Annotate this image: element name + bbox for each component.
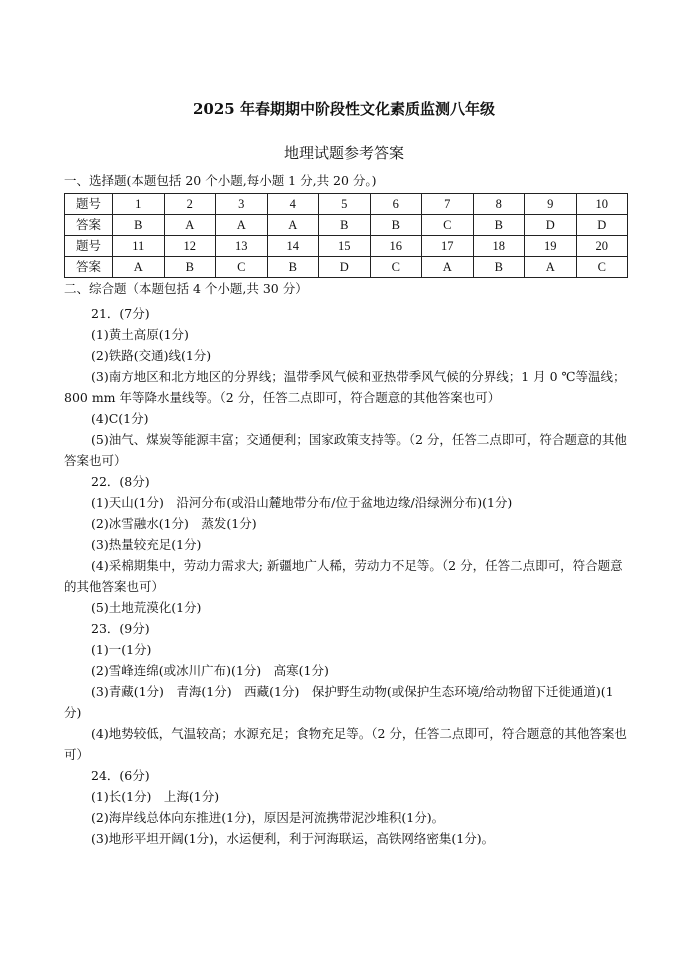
answer-line: (2)冰雪融水(1分) 蒸发(1分) [91, 516, 257, 531]
table-cell: 10 [576, 194, 628, 215]
table-cell: A [267, 215, 319, 236]
table-cell: 19 [525, 236, 577, 257]
table-cell: 4 [267, 194, 319, 215]
question-number: 22．(8分) [91, 474, 150, 489]
table-row-header: 答案 [65, 215, 113, 236]
table-cell: 5 [319, 194, 371, 215]
answer-line: (1)长(1分) 上海(1分) [91, 789, 220, 804]
question-number: 21．(7分) [91, 306, 150, 321]
table-cell: A [525, 257, 577, 278]
answer-line: (1)天山(1分) 沿河分布(或沿山麓地带分布/位于盆地边缘/沿绿洲分布)(1分) [91, 495, 513, 510]
section-2-heading: 二、综合题（本题包括 4 个小题,共 30 分） [64, 281, 308, 296]
table-row-header: 答案 [65, 257, 113, 278]
table-cell: B [319, 215, 371, 236]
table-cell: B [473, 215, 525, 236]
table-row [65, 194, 628, 215]
table-cell: D [319, 257, 371, 278]
page-subtitle: 地理试题参考答案 [283, 144, 404, 162]
table-row [65, 257, 628, 278]
page-title: 2025 年春期期中阶段性文化素质监测八年级 [193, 100, 495, 118]
table-cell: B [473, 257, 525, 278]
answer-line: (1)一(1分) [91, 642, 152, 657]
table-cell: A [422, 257, 474, 278]
table-cell: B [113, 215, 165, 236]
table-row-header: 题号 [65, 194, 113, 215]
answer-line: (5)油气、煤炭等能源丰富；交通便利；国家政策支持等。（2 分，任答二点即可，符合题意的其他答案也可） [64, 432, 627, 468]
answer-line: (4)地势较低，气温较高；水源充足；食物充足等。（2 分，任答二点即可，符合题意的其他答案也可） [64, 726, 627, 762]
answer-line: (3)热量较充足(1分) [91, 537, 202, 552]
table-cell: 14 [267, 236, 319, 257]
table-cell: B [370, 215, 422, 236]
multiple-choice-answer-table [64, 193, 628, 278]
table-cell: C [422, 215, 474, 236]
section-2-content [64, 303, 628, 849]
question-number: 23．(9分) [91, 621, 150, 636]
table-cell: 16 [370, 236, 422, 257]
table-cell: A [113, 257, 165, 278]
table-cell: C [576, 257, 628, 278]
answer-line: (3)地形平坦开阔(1分)，水运便利，利于河海联运，高铁网络密集(1分)。 [91, 831, 495, 846]
answer-line: (2)雪峰连绵(或冰川广布)(1分) 高寒(1分) [91, 663, 329, 678]
table-cell: B [164, 257, 216, 278]
answer-line: (5)土地荒漠化(1分) [91, 600, 202, 615]
table-cell: A [216, 215, 268, 236]
table-cell: 3 [216, 194, 268, 215]
table-cell: B [267, 257, 319, 278]
question-number: 24．(6分) [91, 768, 150, 783]
table-cell: 9 [525, 194, 577, 215]
table-cell: 1 [113, 194, 165, 215]
table-cell: 20 [576, 236, 628, 257]
table-cell: C [216, 257, 268, 278]
table-cell: 18 [473, 236, 525, 257]
table-cell: A [164, 215, 216, 236]
table-row-header: 题号 [65, 236, 113, 257]
table-cell: 17 [422, 236, 474, 257]
answer-line: (3)青藏(1分) 青海(1分) 西藏(1分) 保护野生动物(或保护生态环境/给动物留下迁徙通道)(1分) [64, 684, 614, 720]
answer-line: (1)黄土高原(1分) [91, 327, 189, 342]
table-cell: D [525, 215, 577, 236]
table-cell: 13 [216, 236, 268, 257]
answer-line: (3)南方地区和北方地区的分界线；温带季风气候和亚热带季风气候的分界线；1 月 0 ℃等温线；800 mm 年等降水量线等。（2 分，任答二点即可，符合题意的其他答案也可） [64, 369, 626, 405]
table-cell: 6 [370, 194, 422, 215]
table-cell: D [576, 215, 628, 236]
table-cell: 12 [164, 236, 216, 257]
table-cell: 2 [164, 194, 216, 215]
answer-table [64, 193, 628, 278]
table-cell: 11 [113, 236, 165, 257]
answer-line: (2)铁路(交通)线(1分) [91, 348, 212, 363]
table-cell: 7 [422, 194, 474, 215]
answer-line: (4)采棉期集中，劳动力需求大; 新疆地广人稀，劳动力不足等。（2 分，任答二点即可，符合题意的其他答案也可） [64, 558, 623, 594]
answer-line: (2)海岸线总体向东推进(1分)，原因是河流携带泥沙堆积(1分)。 [91, 810, 445, 825]
table-row [65, 236, 628, 257]
section-1-heading: 一、选择题(本题包括 20 个小题,每小题 1 分,共 20 分。) [64, 173, 377, 188]
table-row [65, 215, 628, 236]
table-cell: 15 [319, 236, 371, 257]
answer-line: (4)C(1分) [91, 411, 149, 426]
table-cell: 8 [473, 194, 525, 215]
table-cell: C [370, 257, 422, 278]
